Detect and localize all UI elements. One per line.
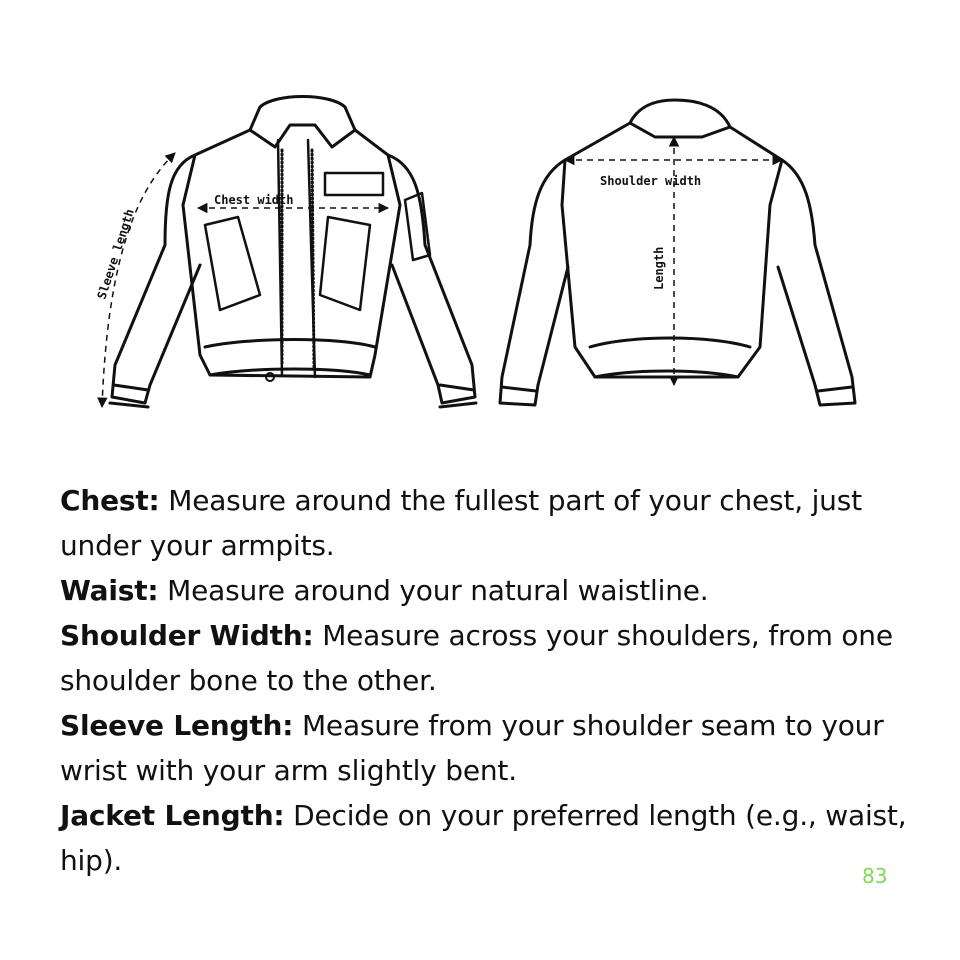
instruction-term: Sleeve Length: bbox=[60, 709, 294, 742]
instruction-term: Jacket Length: bbox=[60, 799, 285, 832]
instruction-text: Measure from your shoulder seam to your wrist with your arm slightly bent. bbox=[60, 709, 884, 787]
instruction-jacket-length bbox=[60, 793, 910, 883]
jacket-back-illustration bbox=[500, 100, 855, 405]
instruction-term: Shoulder Width: bbox=[60, 619, 314, 652]
instruction-text: Decide on your preferred length (e.g., waist, hip). bbox=[60, 799, 907, 877]
chest-width-label: Chest width bbox=[214, 193, 294, 207]
instruction-text: Measure around your natural waistline. bbox=[158, 574, 709, 607]
instruction-term: Waist: bbox=[60, 574, 159, 607]
page-number: 83 bbox=[862, 864, 888, 888]
instruction-text: Measure around the fullest part of your chest, just under your armpits. bbox=[60, 484, 862, 562]
instruction-sleeve-length bbox=[60, 703, 910, 793]
length-label: Length bbox=[652, 246, 666, 290]
instruction-chest bbox=[60, 478, 910, 568]
instruction-waist bbox=[60, 568, 910, 613]
measurement-instructions bbox=[60, 478, 910, 883]
shoulder-width-label: Shoulder width bbox=[600, 174, 702, 188]
instruction-text: Measure across your shoulders, from one shoulder bone to the other. bbox=[60, 619, 893, 697]
instruction-term: Chest: bbox=[60, 484, 160, 517]
sleeve-length-label: Sleeve length bbox=[94, 207, 137, 301]
instruction-shoulder-width bbox=[60, 613, 910, 703]
jacket-front-illustration bbox=[110, 97, 476, 408]
jacket-measurement-diagram bbox=[70, 85, 870, 430]
